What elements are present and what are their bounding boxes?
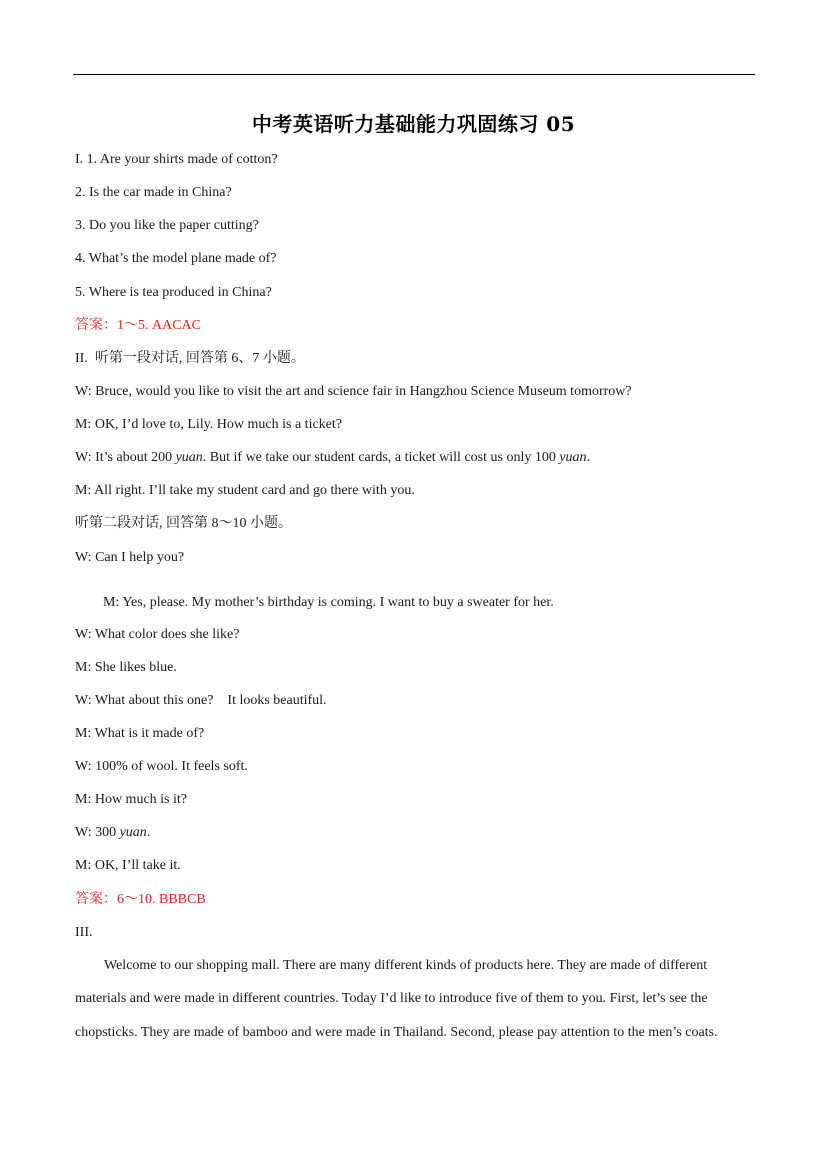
question-1: I. 1. Are your shirts made of cotton?	[75, 152, 278, 167]
question-4: 4. What’s the model plane made of?	[75, 251, 277, 266]
header-rule	[73, 74, 755, 75]
text-segment: .	[146, 825, 151, 840]
question-5: 5. Where is tea produced in China?	[75, 285, 272, 300]
dialogue-2-line-3: W: What color does she like?	[75, 627, 240, 642]
section-3-heading: III.	[75, 925, 93, 940]
dialogue-2-heading: 听第二段对话, 回答第 8～10 小题。	[75, 516, 292, 531]
section-2-heading: II. 听第一段对话, 回答第 6、7 小题。	[75, 351, 305, 366]
dialogue-1-line-4: M: All right. I’ll take my student card and go there with you.	[75, 483, 415, 498]
dialogue-2-line-8: M: How much is it?	[75, 792, 187, 807]
currency-word: yuan	[119, 825, 147, 840]
dialogue-1-line-2: M: OK, I’d love to, Lily. How much is a ticket?	[75, 417, 342, 432]
text-segment: W: It’s about 200	[75, 450, 176, 465]
text-segment: W: 300	[75, 825, 120, 840]
dialogue-1-line-1: W: Bruce, would you like to visit the art and science fair in Hangzhou Science Museum tomorrow?	[75, 384, 632, 399]
dialogue-2-line-9	[75, 824, 150, 842]
question-2: 2. Is the car made in China?	[75, 185, 232, 200]
currency-word: yuan	[175, 450, 203, 465]
passage-line-3: chopsticks. They are made of bamboo and were made in Thailand. Second, please pay attention to the men’s coats.	[75, 1025, 718, 1040]
passage-line-2: materials and were made in different countries. Today I’d like to introduce five of them to you. First, let’s see the	[75, 991, 708, 1006]
dialogue-2-line-1: W: Can I help you?	[75, 550, 185, 565]
dialogue-2-line-4: M: She likes blue.	[75, 660, 177, 675]
dialogue-2-line-2: M: Yes, please. My mother’s birthday is coming. I want to buy a sweater for her.	[103, 595, 554, 610]
page-title: 中考英语听力基础能力巩固练习 05	[251, 112, 576, 136]
answer-section-1: 答案：1～5. AACAC	[75, 318, 202, 333]
text-segment: . But if we take our student cards, a ticket will cost us only 100	[202, 450, 560, 465]
dialogue-2-line-7: W: 100% of wool. It feels soft.	[75, 759, 248, 774]
currency-word: yuan	[559, 450, 587, 465]
dialogue-2-line-10: M: OK, I’ll take it.	[75, 858, 181, 873]
dialogue-2-line-6: M: What is it made of?	[75, 726, 205, 741]
dialogue-1-line-3	[75, 449, 590, 467]
answer-section-2: 答案：6～10. BBBCB	[75, 892, 206, 907]
text-segment: .	[586, 450, 591, 465]
dialogue-2-line-5: W: What about this one? It looks beautiful.	[75, 693, 327, 708]
question-3: 3. Do you like the paper cutting?	[75, 218, 259, 233]
passage-line-1: Welcome to our shopping mall. There are many different kinds of products here. They are made of different	[104, 958, 708, 973]
